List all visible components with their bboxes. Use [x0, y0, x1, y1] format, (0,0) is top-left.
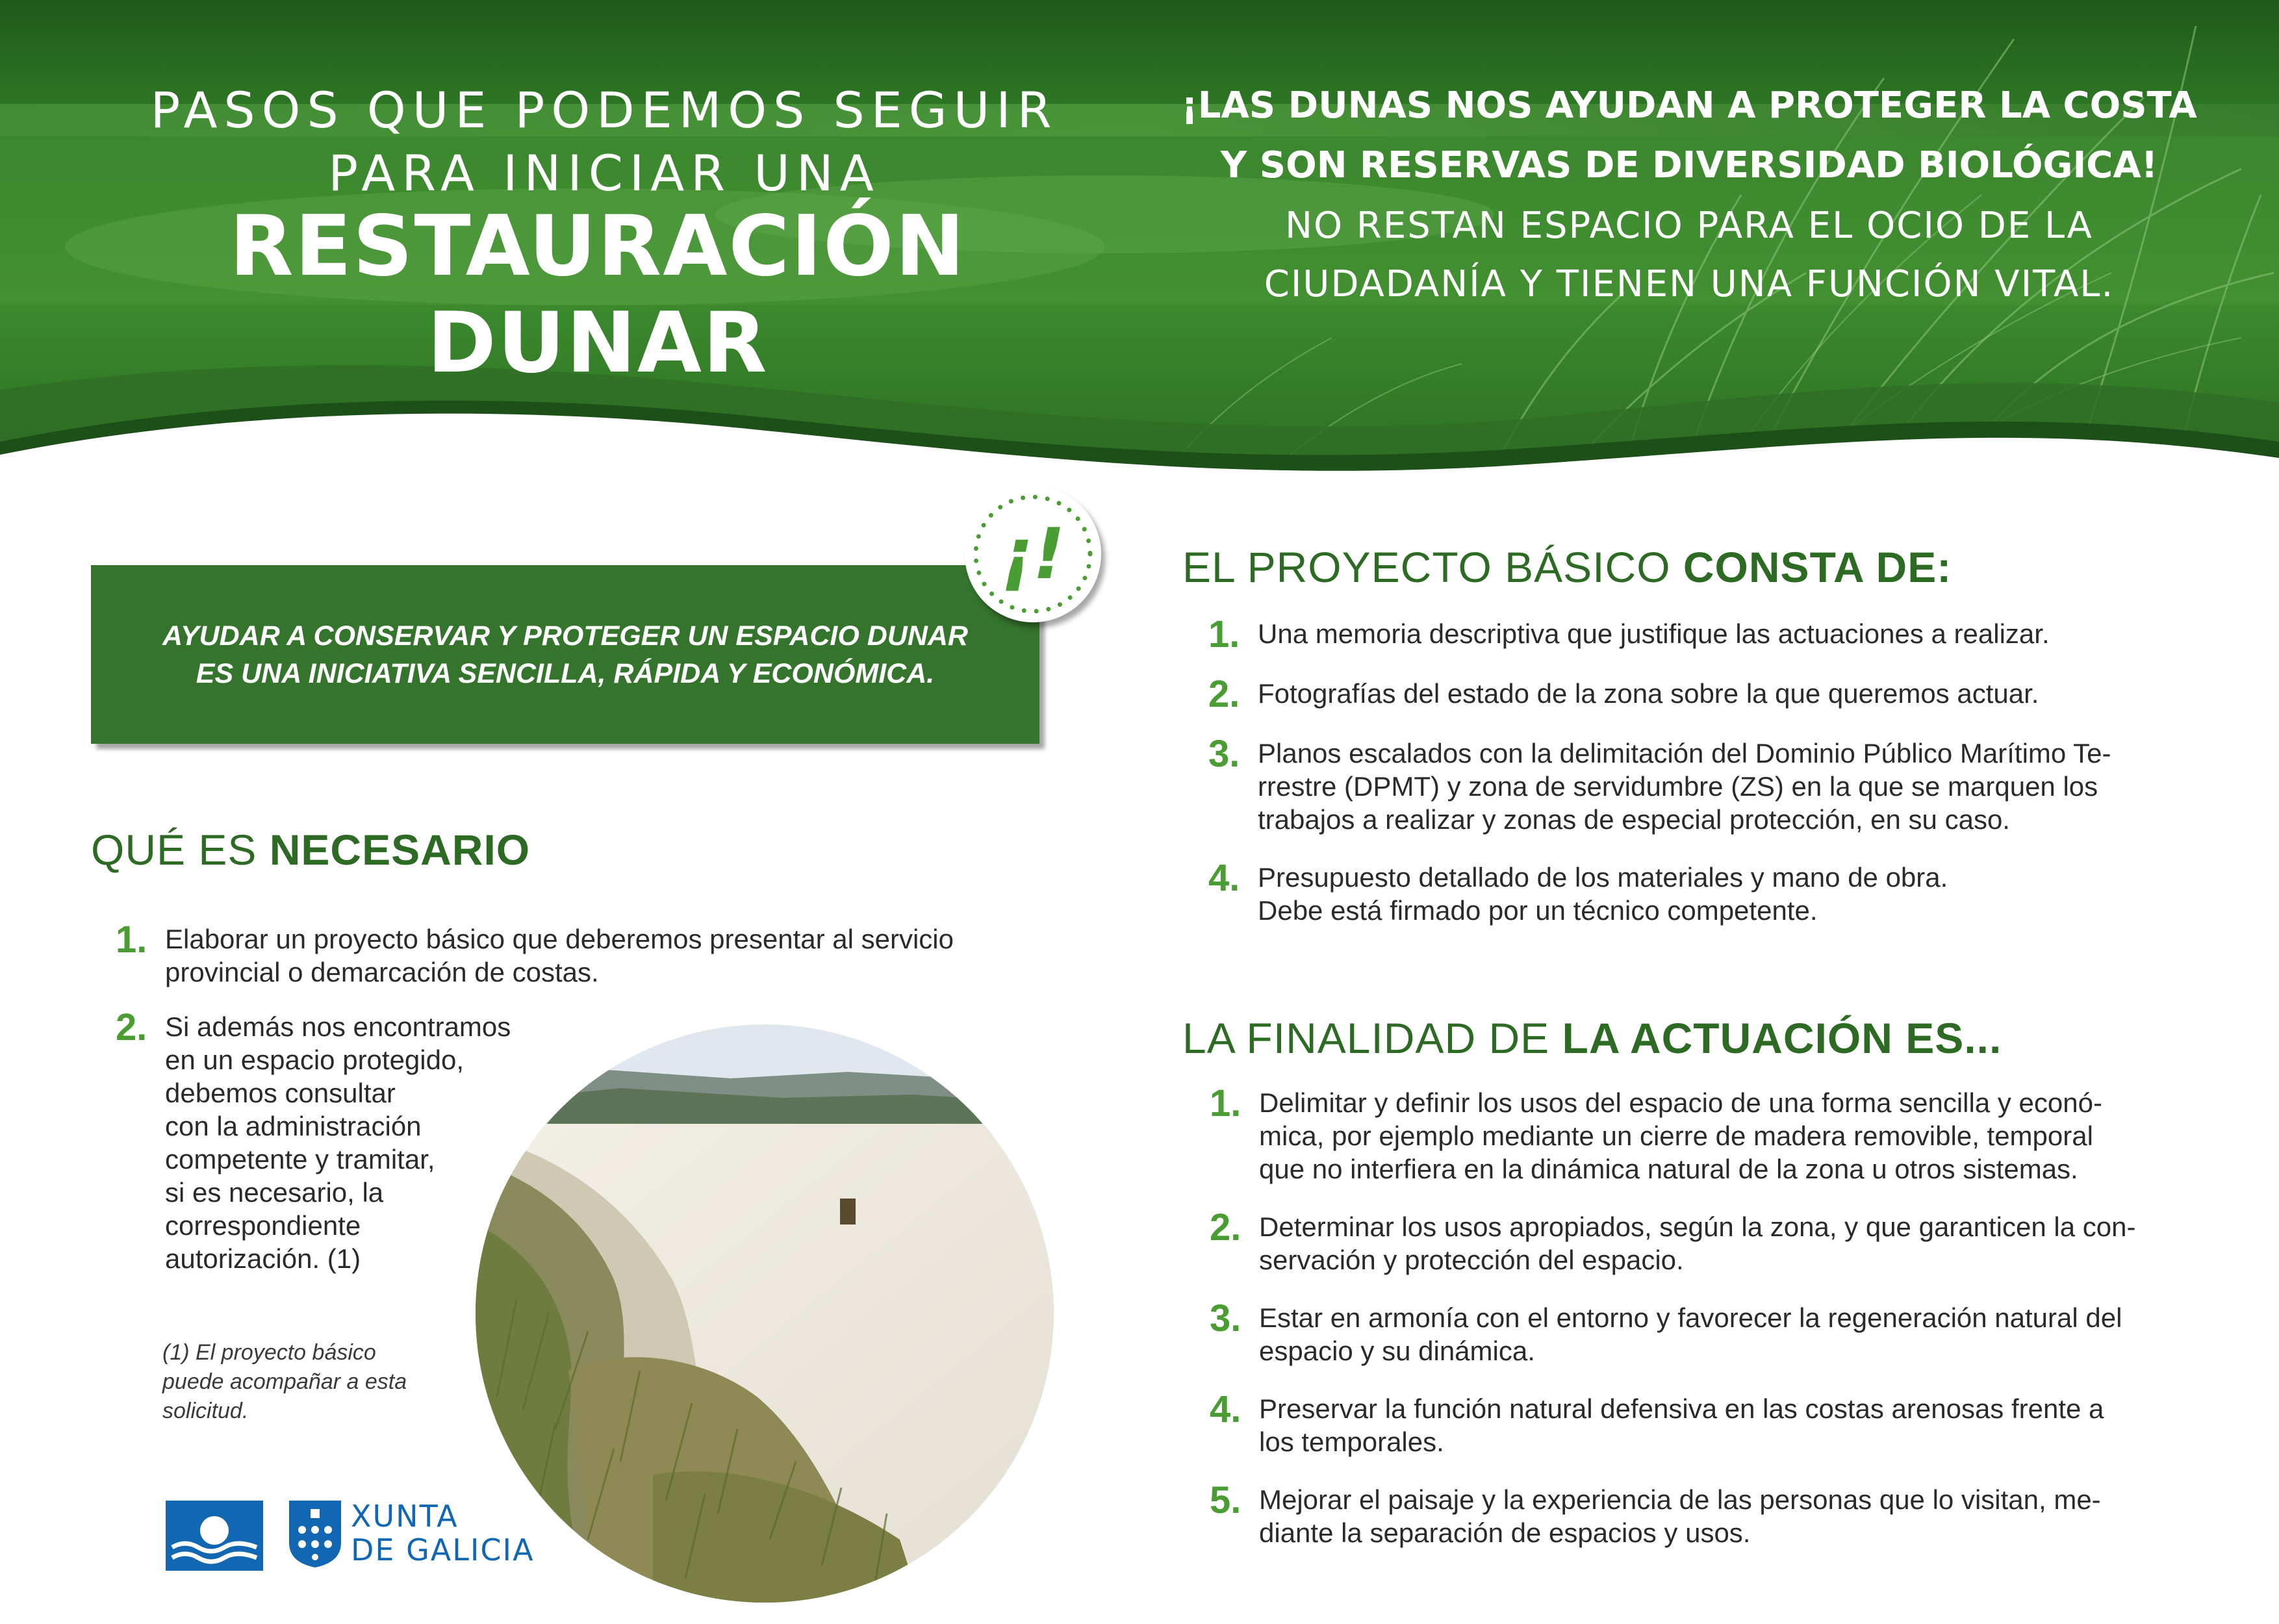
finalidad-title-bold: LA ACTUACIÓN ES...	[1562, 1014, 2002, 1062]
tagline-line-4: CIUDADANÍA Y TIENEN UNA FUNCIÓN VITAL.	[1264, 263, 2115, 305]
finalidad-title-normal: LA FINALIDAD DE	[1182, 1014, 1562, 1062]
item-line: autorización. (1)	[165, 1243, 361, 1274]
item-number: 4.	[1210, 1388, 1241, 1430]
proyecto-list	[1208, 613, 2222, 927]
item-line: Estar en armonía con el entorno y favorecer la regeneración natural del	[1259, 1302, 2122, 1333]
item-text	[1258, 677, 2039, 710]
necesario-title-bold: NECESARIO	[269, 826, 531, 874]
footnote-line: solicitud.	[162, 1399, 249, 1423]
item-number: 2.	[1210, 1206, 1241, 1249]
item-line: rrestre (DPMT) y zona de servidumbre (ZS) en la que se marquen los	[1258, 771, 2098, 802]
necesario-item-1	[116, 919, 1058, 989]
intro-callout-box	[91, 565, 1039, 744]
blue-flag-logo	[166, 1501, 263, 1571]
blue-flag-icon	[166, 1501, 263, 1571]
item-text	[1258, 861, 1948, 927]
item-line: debemos consultar	[165, 1078, 396, 1108]
item-line: Fotografías del estado de la zona sobre la que queremos actuar.	[1258, 678, 2039, 709]
xunta-coat-of-arms-icon	[286, 1497, 344, 1570]
proyecto-title	[1182, 542, 1952, 592]
item-line: Planos escalados con la delimitación del Dominio Público Marítimo Te-	[1258, 738, 2111, 768]
item-line: Mejorar el paisaje y la experiencia de las personas que lo visitan, me-	[1259, 1484, 2101, 1515]
item-number: 2.	[1208, 673, 1240, 715]
title-line-2: PARA INICIAR UNA	[328, 144, 880, 202]
proyecto-title-bold: CONSTA DE:	[1683, 543, 1952, 591]
item-text	[1259, 1483, 2101, 1549]
item-line: Debe está firmado por un técnico competente.	[1258, 895, 1818, 926]
item-line: que no interfiera en la dinámica natural de la zona u otros sistemas.	[1259, 1154, 2078, 1184]
item-number: 2.	[116, 1006, 147, 1048]
item-text	[1259, 1086, 2102, 1186]
item-line: Delimitar y definir los usos del espacio de una forma sencilla y econó-	[1259, 1087, 2102, 1118]
item-text	[1258, 617, 2050, 650]
item-number: 1.	[116, 919, 147, 961]
item-line: Preservar la función natural defensiva en las costas arenosas frente a	[1259, 1393, 2104, 1424]
item-number: 5.	[1210, 1479, 1241, 1521]
item-line: Determinar los usos apropiados, según la zona, y que garanticen la con-	[1259, 1212, 2136, 1242]
footnote	[162, 1338, 461, 1426]
title-line-1: PASOS QUE PODEMOS SEGUIR	[150, 81, 1058, 139]
item-text	[1259, 1392, 2104, 1458]
item-text	[1259, 1210, 2135, 1276]
proyecto-item-4	[1208, 857, 2222, 927]
item-line: en un espacio protegido,	[165, 1045, 465, 1075]
callout-line-2: ES UNA INICIATIVA SENCILLA, RÁPIDA Y ECONÓMICA.	[196, 657, 935, 689]
finalidad-item-3	[1210, 1297, 2236, 1367]
exclamation-icon	[965, 486, 1101, 622]
tagline-line-2: Y SON RESERVAS DE DIVERSIDAD BIOLÓGICA!	[1220, 144, 2158, 186]
necesario-title	[91, 825, 530, 874]
item-line: mica, por ejemplo mediante un cierre de madera removible, temporal	[1259, 1121, 2093, 1151]
proyecto-item-1	[1208, 613, 2222, 655]
callout-line-1: AYUDAR A CONSERVAR Y PROTEGER UN ESPACIO DUNAR	[162, 620, 968, 652]
alert-symbol: ¡!	[1000, 514, 1065, 595]
item-text	[1259, 1301, 2122, 1367]
main-title: RESTAURACIÓN DUNAR	[229, 198, 966, 392]
xunta-line-2: DE GALICIA	[351, 1532, 535, 1567]
proyecto-item-2	[1208, 673, 2222, 715]
finalidad-item-5	[1210, 1479, 2236, 1549]
item-line: servación y protección del espacio.	[1259, 1245, 1684, 1275]
header-banner	[0, 0, 2279, 494]
item-line: los temporales.	[1259, 1427, 1444, 1457]
finalidad-list	[1210, 1082, 2236, 1549]
xunta-logo-text	[351, 1499, 535, 1567]
xunta-coat-of-arms	[286, 1497, 344, 1570]
finalidad-item-1	[1210, 1082, 2236, 1186]
item-line: diante la separación de espacios y usos.	[1259, 1517, 1751, 1548]
footnote-line: puede acompañar a esta	[162, 1369, 407, 1394]
item-line: espacio y su dinámica.	[1259, 1336, 1535, 1366]
item-line: Presupuesto detallado de los materiales y mano de obra.	[1258, 862, 1948, 893]
item-text	[1258, 737, 2111, 836]
item-number: 3.	[1210, 1297, 1241, 1339]
footnote-line: (1) El proyecto básico	[162, 1340, 376, 1365]
dune-photo	[458, 1007, 1072, 1621]
item-text: Elaborar un proyecto básico que deberemos presentar al servicio provincial o demarcación de costas.	[165, 924, 954, 987]
xunta-line-1: XUNTA	[351, 1499, 459, 1534]
finalidad-item-4	[1210, 1388, 2236, 1458]
item-line: trabajos a realizar y zonas de especial protección, en su caso.	[1258, 804, 2010, 835]
proyecto-title-normal: EL PROYECTO BÁSICO	[1182, 543, 1683, 591]
item-number: 4.	[1208, 857, 1240, 899]
necesario-title-normal: QUÉ ES	[91, 826, 270, 874]
item-line: Si además nos encontramos	[165, 1011, 511, 1042]
item-line: competente y tramitar,	[165, 1144, 435, 1174]
proyecto-item-3	[1208, 733, 2222, 836]
item-line: correspondiente	[165, 1210, 361, 1241]
tagline-line-1: ¡LAS DUNAS NOS AYUDAN A PROTEGER LA COSTA	[1181, 84, 2197, 127]
tagline-line-3: NO RESTAN ESPACIO PARA EL OCIO DE LA	[1285, 205, 2093, 247]
item-line: si es necesario, la	[165, 1177, 384, 1208]
alert-badge	[965, 486, 1101, 622]
finalidad-title	[1182, 1013, 2002, 1063]
item-number: 1.	[1208, 613, 1240, 655]
item-number: 3.	[1208, 733, 1240, 775]
finalidad-item-2	[1210, 1206, 2236, 1276]
item-line: con la administración	[165, 1111, 422, 1141]
item-line: Una memoria descriptiva que justifique las actuaciones a realizar.	[1258, 618, 2050, 649]
item-number: 1.	[1210, 1082, 1241, 1124]
